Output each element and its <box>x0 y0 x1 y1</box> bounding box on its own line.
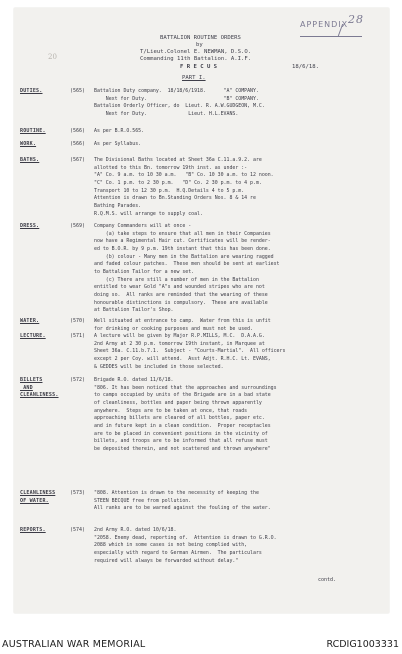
section-label: DUTIES. <box>20 88 43 94</box>
section-text-line: Well situated at entrance to camp. Water from this is unfit <box>94 318 271 324</box>
section-text-line: As per Syllabus. <box>94 141 142 147</box>
header-by: by <box>196 42 203 48</box>
section-label: ROUTINE. <box>20 128 46 134</box>
section-number: (574) <box>70 527 86 533</box>
section-text-line: "806. It has been noticed that the approaches and surroundings <box>94 384 277 391</box>
section-text-line: doing so. All ranks are reminded that the wearing of these <box>94 291 268 298</box>
section-text-line: (c) There are still a number of men in the Battalion <box>94 276 259 283</box>
section-text-line: honourable distinctions is compulsory. These are available <box>94 299 268 306</box>
appendix-number: 28 <box>348 13 364 26</box>
section-text-line: 2nd Army R.O. dated 10/6/18. <box>94 527 177 533</box>
section-number: (573) <box>70 490 86 496</box>
section-text-line: As per B.R.O.565. <box>94 128 145 134</box>
faint-stamp: 20 <box>48 53 57 61</box>
section-text-line: anywhere. Steps are to be taken at once, that roads <box>94 407 248 414</box>
section-text-line: All ranks are to be warned against the fouling of the water. <box>94 505 271 512</box>
section-text-line: "2058. Enemy dead, reporting of. Attention is drawn to G.R.O. <box>94 534 277 541</box>
section-label: CLEANLINESS OF WATER. <box>20 490 56 504</box>
appendix-label: APPENDIX <box>300 20 349 29</box>
section-text-line: especially with regard to German Airmen. The particulars <box>94 549 262 556</box>
appendix-annotation <box>300 13 364 37</box>
section-number: (565) <box>70 88 86 94</box>
section-number: (566) <box>70 141 86 147</box>
section-text-line: A lecture will be given by Major R.P.MILLS, M.C. D.A.A.G. <box>94 333 265 339</box>
section-text-line: Attention is drawn to Bn.Standing Orders Nos. 8 & 14 re <box>94 195 256 202</box>
section-text-line: Transport 10 to 12 30 p.m. H.Q.Details 4 to 5 p.m. <box>94 187 245 194</box>
header-date: 18/6/18. <box>292 64 319 70</box>
footer-institution: AUSTRALIAN WAR MEMORIAL <box>2 639 146 650</box>
section-text-line: are to be placed in convenient positions in the vicinity of <box>94 430 268 437</box>
section-label: WATER. <box>20 318 40 324</box>
section-label: BILLETS AND CLEANLINESS. <box>20 377 59 399</box>
section-number: (570) <box>70 318 86 324</box>
header-commander: T/Lieut.Colonel E. NEWMAN, D.S.O. <box>140 49 252 55</box>
section-text-line: & GEDDES will be included in those selected. <box>94 363 224 370</box>
header-command: Commanding 11th Battalion. A.I.F. <box>140 56 252 62</box>
section-label: LECTURE. <box>20 333 46 339</box>
section-text-line: approaching billets are cleared of all bottles, paper etc. <box>94 415 265 422</box>
section-text-line: except 2 per Coy. will attend. Asst Adjt. R.H.C. Lt. EVANS, <box>94 355 271 362</box>
section-text-line: Next for Duty. Lieut. H.L.EVANS. <box>94 110 239 117</box>
section-text-line: entitled to wear Gold "A"s and wounded stripes who are not <box>94 284 265 291</box>
section-text-line: (a) take steps to ensure that all men in their Companies <box>94 230 271 237</box>
section-number: (567) <box>70 157 86 163</box>
section-text-line: R.Q.M.S. will arrange to supply coal. <box>94 210 203 217</box>
section-text-line: now have a Regimental Hair cut. Certificates will be render- <box>94 238 271 245</box>
section-number: (572) <box>70 377 86 383</box>
section-text-line: Bathing Parades. <box>94 202 142 209</box>
continued-note: contd. <box>318 577 337 583</box>
section-number: (571) <box>70 333 86 339</box>
section-text-line: and faded colour patches. These men should be sent at earliest <box>94 261 280 268</box>
footer-record-id: RCDIG1003331 <box>326 639 399 650</box>
section-text-line: ed to B.O.R. by 9 p.m. 19th instant that this has been done. <box>94 245 271 252</box>
section-text-line: of cleanliness, bottles and paper being thrown apparently <box>94 399 262 406</box>
section-label: WORK. <box>20 141 37 147</box>
section-text-line: allotted to this Bn. tomorrow 19th inst. as under :- <box>94 164 248 171</box>
section-label: BATHS. <box>20 157 40 163</box>
section-text-line: STEEN BECQUE free from pollution. <box>94 497 192 504</box>
section-text-line: Brigade R.O. dated 11/6/18. <box>94 377 174 383</box>
section-text-line: The Divisional Baths located at Sheet 36a C.11.a.9.2. are <box>94 157 262 163</box>
section-text-line: to Battalion Tailor for a new set. <box>94 268 195 275</box>
section-text-line: and in future kept in a clean condition. Proper receptacles <box>94 422 271 429</box>
section-text-line: Sheet 36a. C.11.b.7.1. Subject - "Courts-Martial". All officers <box>94 348 286 355</box>
section-text-line: Next for Duty. "B" COMPANY. <box>94 95 259 102</box>
section-text-line: for drinking or cooking purposes and must not be used. <box>94 325 253 332</box>
section-text-line: required will always be forwarded without delay." <box>94 557 239 564</box>
section-text-line: Battalion Duty company. 18/18/6/1918. "A" COMPANY. <box>94 88 259 94</box>
section-text-line: "A" Co. 9 a.m. to 10 30 a.m. "B" Co. 10 30 a.m. to 12 noon. <box>94 172 274 179</box>
section-text-line: be deposited therein, and not scattered and thrown anywhere" <box>94 445 271 452</box>
section-text-line: 2088 which in some cases is not being complied with, <box>94 542 248 549</box>
section-label: DRESS. <box>20 223 40 229</box>
section-number: (566) <box>70 128 86 134</box>
header-place: F R E C U S <box>180 64 218 70</box>
section-text-line: 2nd Army at 2 30 p.m. tomorrow 19th instant, in Marquee at <box>94 340 265 347</box>
part-heading: PART I. <box>182 75 206 81</box>
section-text-line: (b) colour - Many men in the Battalion are wearing ragged <box>94 253 274 260</box>
section-label: REPORTS. <box>20 527 46 533</box>
section-text-line: "808. Attention is drawn to the necessity of keeping the <box>94 490 259 496</box>
section-text-line: Company Commanders will at once - <box>94 223 192 229</box>
document-title: BATTALION ROUTINE ORDERS <box>160 35 241 41</box>
section-text-line: Battalion Orderly Officer, do Lieut. R. A.W.GUDGEON, M.C. <box>94 103 265 110</box>
section-text-line: billets, and troops are to be informed that all refuse must <box>94 438 268 445</box>
section-number: (569) <box>70 223 86 229</box>
archive-footer <box>0 636 402 654</box>
section-text-line: at Battalion Tailor's Shop. <box>94 307 174 314</box>
section-text-line: to camps occupied by units of the Brigade are in a bad state <box>94 392 271 399</box>
section-text-line: "C" Co. 1 p.m. to 2 30 p.m. "D" Co. 2 30 p.m. to 4 p.m. <box>94 179 262 186</box>
